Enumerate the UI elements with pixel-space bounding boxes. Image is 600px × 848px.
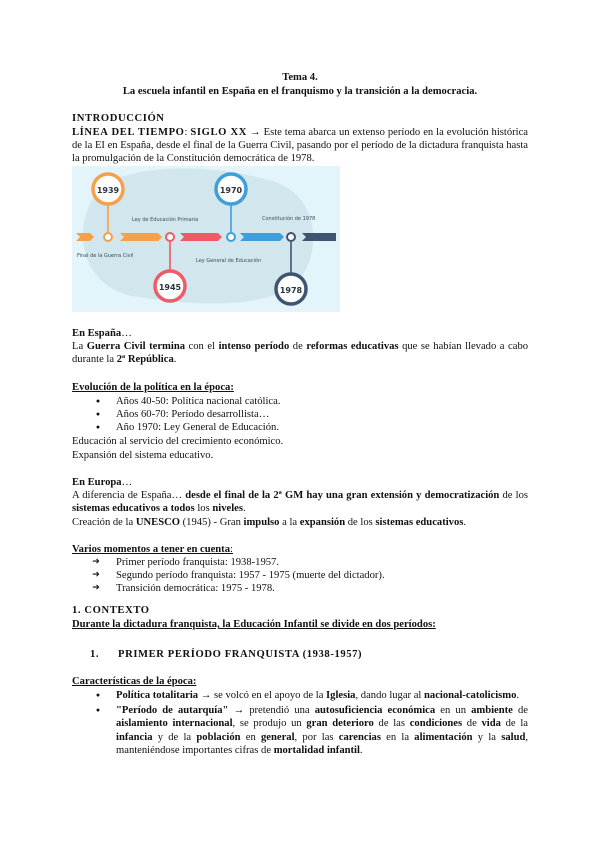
evolution-note-2: Expansión del sistema educativo. (72, 450, 214, 461)
moments-list (72, 556, 528, 596)
list-item (72, 582, 528, 595)
bold-run: carencias (338, 731, 381, 743)
timeline-year-1978: 1978 (279, 286, 303, 295)
text-run: . (173, 354, 177, 366)
bullet-icon: ● (95, 706, 101, 715)
list-item (72, 704, 528, 757)
list-item-text: Año 1970: Ley General de Educación. (116, 422, 279, 434)
colon: : (230, 544, 233, 555)
characteristics-list (72, 689, 528, 757)
text-run: en (240, 731, 261, 743)
text-run: , manteniéndose importantes cifras de (116, 731, 529, 756)
text-run: los (194, 503, 213, 515)
bold-run: expansión (299, 517, 346, 528)
bullet-icon: ● (95, 423, 101, 432)
europe-paragraph-2 (72, 516, 528, 529)
bold-run: reformas educativas (306, 341, 399, 352)
characteristics-heading: Características de la época: (72, 676, 197, 687)
topic-number: Tema 4. (282, 72, 318, 83)
text-run: . (463, 517, 467, 528)
timeline-label-1978: Constitución de 1978 (262, 216, 316, 222)
ellipsis: … (121, 328, 132, 339)
list-item (72, 569, 528, 582)
text-run: a la (279, 517, 300, 528)
rich-text (72, 517, 466, 528)
bold-run: general (261, 731, 295, 743)
bold-run: nacional-catolicismo (424, 690, 517, 701)
text-run: , se produjo un (232, 718, 307, 730)
text-run: de los (345, 517, 376, 528)
rich-text (72, 490, 528, 514)
list-item (72, 689, 528, 702)
text-run: , dando lugar al (355, 690, 425, 701)
separator: : (184, 127, 191, 138)
bold-run: infancia (116, 731, 153, 743)
rich-text (72, 341, 528, 365)
bold-run: condiciones (409, 718, 463, 730)
list-item (72, 395, 528, 408)
text-run: en la (380, 731, 415, 743)
siglo-label: SIGLO XX (190, 127, 248, 138)
moments-heading-line (72, 543, 528, 556)
bold-run: desde el final de la 2ª GM hay una gran extensión y democratización (185, 490, 500, 501)
list-item (72, 556, 528, 569)
spain-heading-line (72, 327, 528, 340)
text-run: . (359, 744, 363, 756)
text-run: . (516, 690, 520, 701)
timeline-label-1945: Ley de Educación Primaria (132, 217, 199, 223)
text-run: → pretendió una (228, 705, 315, 717)
text-run: y de la (152, 731, 197, 743)
europe-paragraph-1 (72, 489, 528, 515)
bold-run: Guerra Civil termina (86, 341, 186, 352)
bold-run: Política totalitaria (116, 690, 199, 701)
text-run: Creación de la (72, 517, 136, 528)
bold-run: aislamiento internacional (116, 718, 233, 730)
timeline-intro-paragraph (72, 126, 528, 166)
text-run: → se volcó en el apoyo de la (198, 690, 327, 701)
list-item-text: Segundo período franquista: 1957 - 1975 (muerte del dictador). (116, 570, 385, 582)
context-heading: 1. CONTEXTO (72, 605, 150, 616)
bold-run: intenso período (218, 341, 290, 352)
arrow-right-icon: ➔ (92, 583, 100, 594)
text-run: de la (500, 718, 528, 730)
evolution-heading: Evolución de la política en la época: (72, 382, 234, 393)
text-run: . (243, 503, 246, 515)
period-title: PRIMER PERÍODO FRANQUISTA (1938-1957) (118, 649, 363, 660)
text-run: de (512, 705, 528, 717)
text-run: La (72, 341, 87, 352)
bold-run: población (196, 731, 241, 743)
bullet-icon: ● (95, 691, 101, 699)
timeline-label-1970: Ley General de Educación (196, 258, 262, 264)
bold-run: 2ª República (116, 354, 174, 366)
list-item-text: Años 60-70: Período desarrollista… (116, 409, 270, 421)
bold-run: autosuficiencia económica (314, 705, 436, 717)
period-heading (72, 648, 546, 661)
text-run: de los (499, 490, 528, 501)
arrow-right-icon: ➔ (92, 570, 100, 581)
text-run: de las (373, 718, 410, 730)
rich-text (116, 690, 519, 701)
list-item (72, 408, 528, 421)
text-run: de (289, 341, 307, 352)
text-run: de (462, 718, 482, 730)
timeline-year-1970: 1970 (219, 186, 243, 195)
bold-run: sistemas educativos a todos (72, 503, 195, 515)
spain-heading: En España (72, 328, 122, 339)
bullet-icon: ● (95, 410, 101, 419)
period-number: 1. (90, 649, 100, 660)
timeline-year-1945: 1945 (158, 283, 182, 292)
arrow-glyph: → (247, 127, 264, 138)
text-run: , por las (294, 731, 339, 743)
list-item-text: Primer período franquista: 1938-1957. (116, 557, 279, 568)
timeline-year-1939: 1939 (96, 186, 120, 195)
timeline-lead: LÍNEA DEL TIEMPO (72, 127, 185, 138)
evolution-note-1: Educación al servicio del crecimiento económico. (72, 436, 284, 447)
text-run: en un (435, 705, 472, 717)
arrow-right-icon: ➔ (92, 557, 100, 567)
text-run: y la (472, 731, 502, 743)
europe-heading: En Europa (72, 477, 122, 488)
europe-heading-line (72, 476, 528, 489)
context-subheading: Durante la dictadura franquista, la Educación Infantil se divide en dos períodos: (72, 619, 436, 630)
bold-run: "Período de autarquía" (116, 705, 229, 717)
text-run: A diferencia de España… (72, 490, 186, 501)
bold-run: niveles (212, 503, 243, 515)
moments-heading: Varios momentos a tener en cuenta (72, 544, 231, 555)
timeline-infographic (72, 166, 340, 312)
spain-paragraph (72, 340, 528, 366)
intro-heading: INTRODUCCIÓN (72, 113, 165, 124)
list-item-text: Transición democrática: 1975 - 1978. (116, 583, 275, 595)
bold-run: alimentación (414, 731, 473, 743)
evolution-list (72, 395, 528, 435)
timeline-intro-text: Este tema abarca un extenso período en la evolución histórica de la EI en España, desde el final de la Guerra Civil, pasando por el período de la dictadura franquista hasta la promulgación de la Constitución democrática de 1978. (72, 127, 529, 165)
bold-run: ambiente (471, 705, 513, 717)
bold-run: impulso (243, 517, 280, 528)
bold-run: sistemas educativos (375, 517, 464, 528)
text-run: que se habían llevado a cabo durante la (72, 341, 529, 366)
bold-run: UNESCO (135, 517, 180, 528)
list-item (72, 421, 528, 434)
text-run: (1945) - Gran (179, 517, 244, 528)
bold-run: vida (481, 718, 501, 730)
text-run: con el (185, 341, 219, 352)
ellipsis: … (121, 477, 133, 488)
bullet-icon: ● (95, 397, 101, 405)
bold-run: mortalidad infantil (273, 744, 360, 756)
bold-run: Iglesia (326, 690, 356, 701)
list-item-text: Años 40-50: Política nacional católica. (116, 396, 281, 407)
bold-run: salud (501, 731, 526, 743)
bold-run: gran deterioro (306, 718, 374, 730)
rich-text (116, 705, 528, 756)
timeline-label-1939: Final de la Guerra Civil (77, 253, 134, 259)
document-title: La escuela infantil en España en el franquismo y la transición a la democracia. (122, 86, 478, 97)
